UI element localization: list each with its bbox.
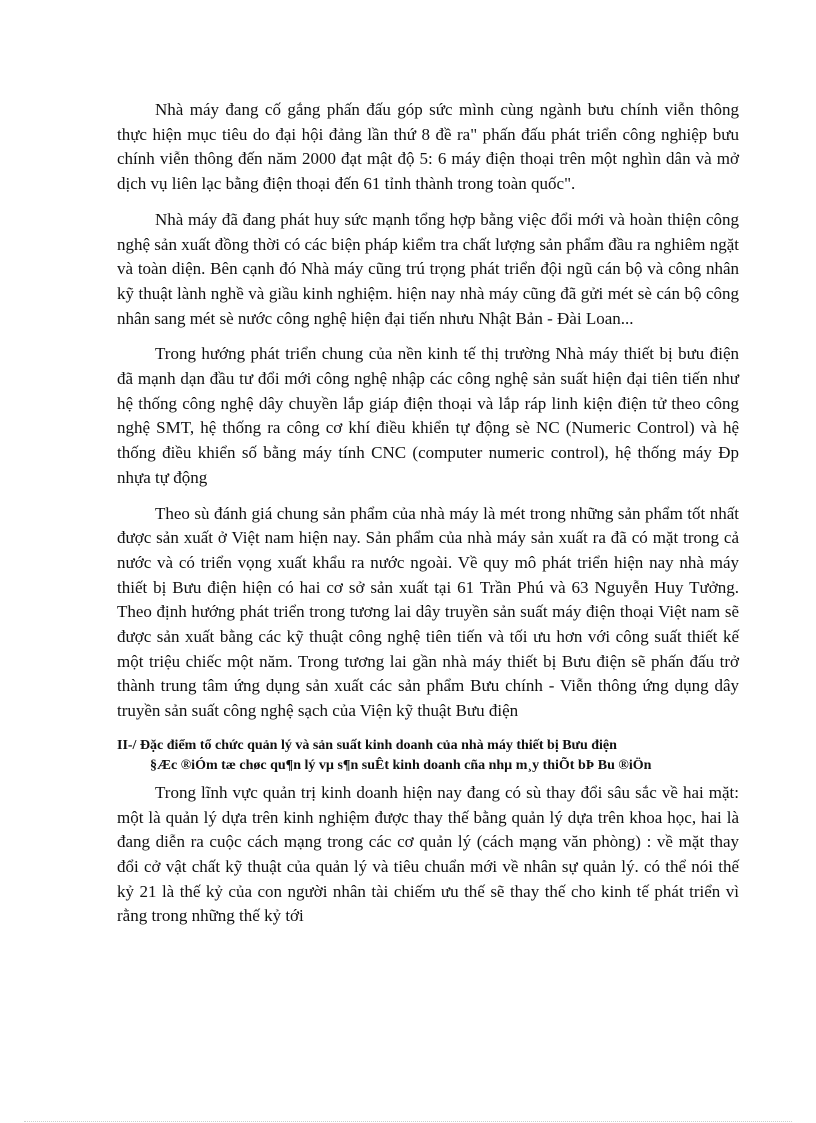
section-heading-garbled: §Æc ®iÓm tæ chøc qu¶n lý vµ s¶n suÊt kinh doanh cña nhµ m¸y thiÕt bÞ Bu ®iÖn	[150, 757, 652, 773]
section-heading: II-/ Đặc điểm tổ chức quản lý và sản suất kinh doanh của nhà máy thiết bị Bưu điện	[117, 737, 617, 753]
paragraph-5: Trong lĩnh vực quản trị kinh doanh hiện nay đang có sù thay đổi sâu sắc về hai mặt: một là quản lý dựa trên kinh nghiệm được thay thế bằng quản lý dựa trên khoa học, hai là đang diễn ra cuộc cách mạng trong các cơ quản lý (cách mạng văn phòng) : về mặt thay đổi cở vật chất kỹ thuật của quản lý và tiêu chuẩn mới về nhân sự quản lý. có thể nói thế kỷ 21 là thế kỷ của con người nhân tài chiếm ưu thế sẽ thay thế cho kinh tế phát triển vì rằng trong những thế kỷ tới	[117, 782, 739, 926]
paragraph-3: Trong hướng phát triển chung của nền kinh tế thị trường Nhà máy thiết bị bưu điện đã mạnh dạn đầu tư đổi mới công nghệ nhập các công nghệ sản suất hiện đại tiên tiến như hệ thống công nghệ dây chuyền lắp giáp điện thoại và lắp ráp linh kiện điện tử theo công nghệ SMT, hệ thống ra công cơ khí điều khiển tự động sè NC (Numeric Control) và hệ thống điều khiển số bằng máy tính CNC (computer numeric control), hệ thống máy Đp nhựa tự động	[117, 344, 739, 487]
document-page	[117, 98, 739, 940]
paragraph-1: Nhà máy đang cố gắng phấn đấu góp sức mình cùng ngành bưu chính viễn thông thực hiện mục tiêu do đại hội đảng lần thứ 8 đề ra" phấn đấu phát triển công nghiệp bưu chính viễn thông đến năm 2000 đạt mật độ 5: 6 máy điện thoại trên một nghìn dân và mở dịch vụ liên lạc bằng điện thoại đến 61 tỉnh thành trong toàn quốc".	[117, 100, 739, 194]
page-bottom-divider	[24, 1121, 792, 1122]
paragraph-2: Nhà máy đã đang phát huy sức mạnh tổng hợp bằng việc đổi mới và hoàn thiện công nghệ sản xuất đồng thời có các biện pháp kiểm tra chất lượng sản phẩm đầu ra nghiêm ngặt và toàn diện. Bên cạnh đó Nhà máy cũng trú trọng phát triển đội ngũ cán bộ và công nhân kỹ thuật lành nghề và giầu kinh nghiệm. hiện nay nhà máy cũng đã gửi mét sè cán bộ công nhân sang mét sè nước công nghệ hiện đại tiến nhưu Nhật Bản - Đài Loan...	[117, 209, 740, 328]
paragraph-4: Theo sù đánh giá chung sản phẩm của nhà máy là mét trong những sản phẩm tốt nhất được sản xuất ở Việt nam hiện nay. Sản phẩm của nhà máy sản xuất ra đã có mặt trong cả nước và có triển vọng xuất khẩu ra nước ngoài. Về quy mô phát triển hiện nay nhà máy thiết bị Bưu điện hiện có hai cơ sở sản xuất tại 61 Trần Phú và 63 Nguyễn Huy Tưởng. Theo định hướng phát triển trong tương lai dây truyền sản suất máy điện thoại Việt nam sẽ được sản xuất bằng các kỹ thuật công nghệ tiên tiến và tối ưu hơn với công suất thiết kế một triệu chiếc một năm. Trong tương lai gần nhà máy thiết bị Bưu điện sẽ phấn đấu trở thành trung tâm ứng dụng sản xuất các sản phẩm Bưu chính - Viễn thông ứng dụng dây truyền sản suất công nghệ sạch của Viện kỹ thuật Bưu điện	[117, 503, 739, 721]
